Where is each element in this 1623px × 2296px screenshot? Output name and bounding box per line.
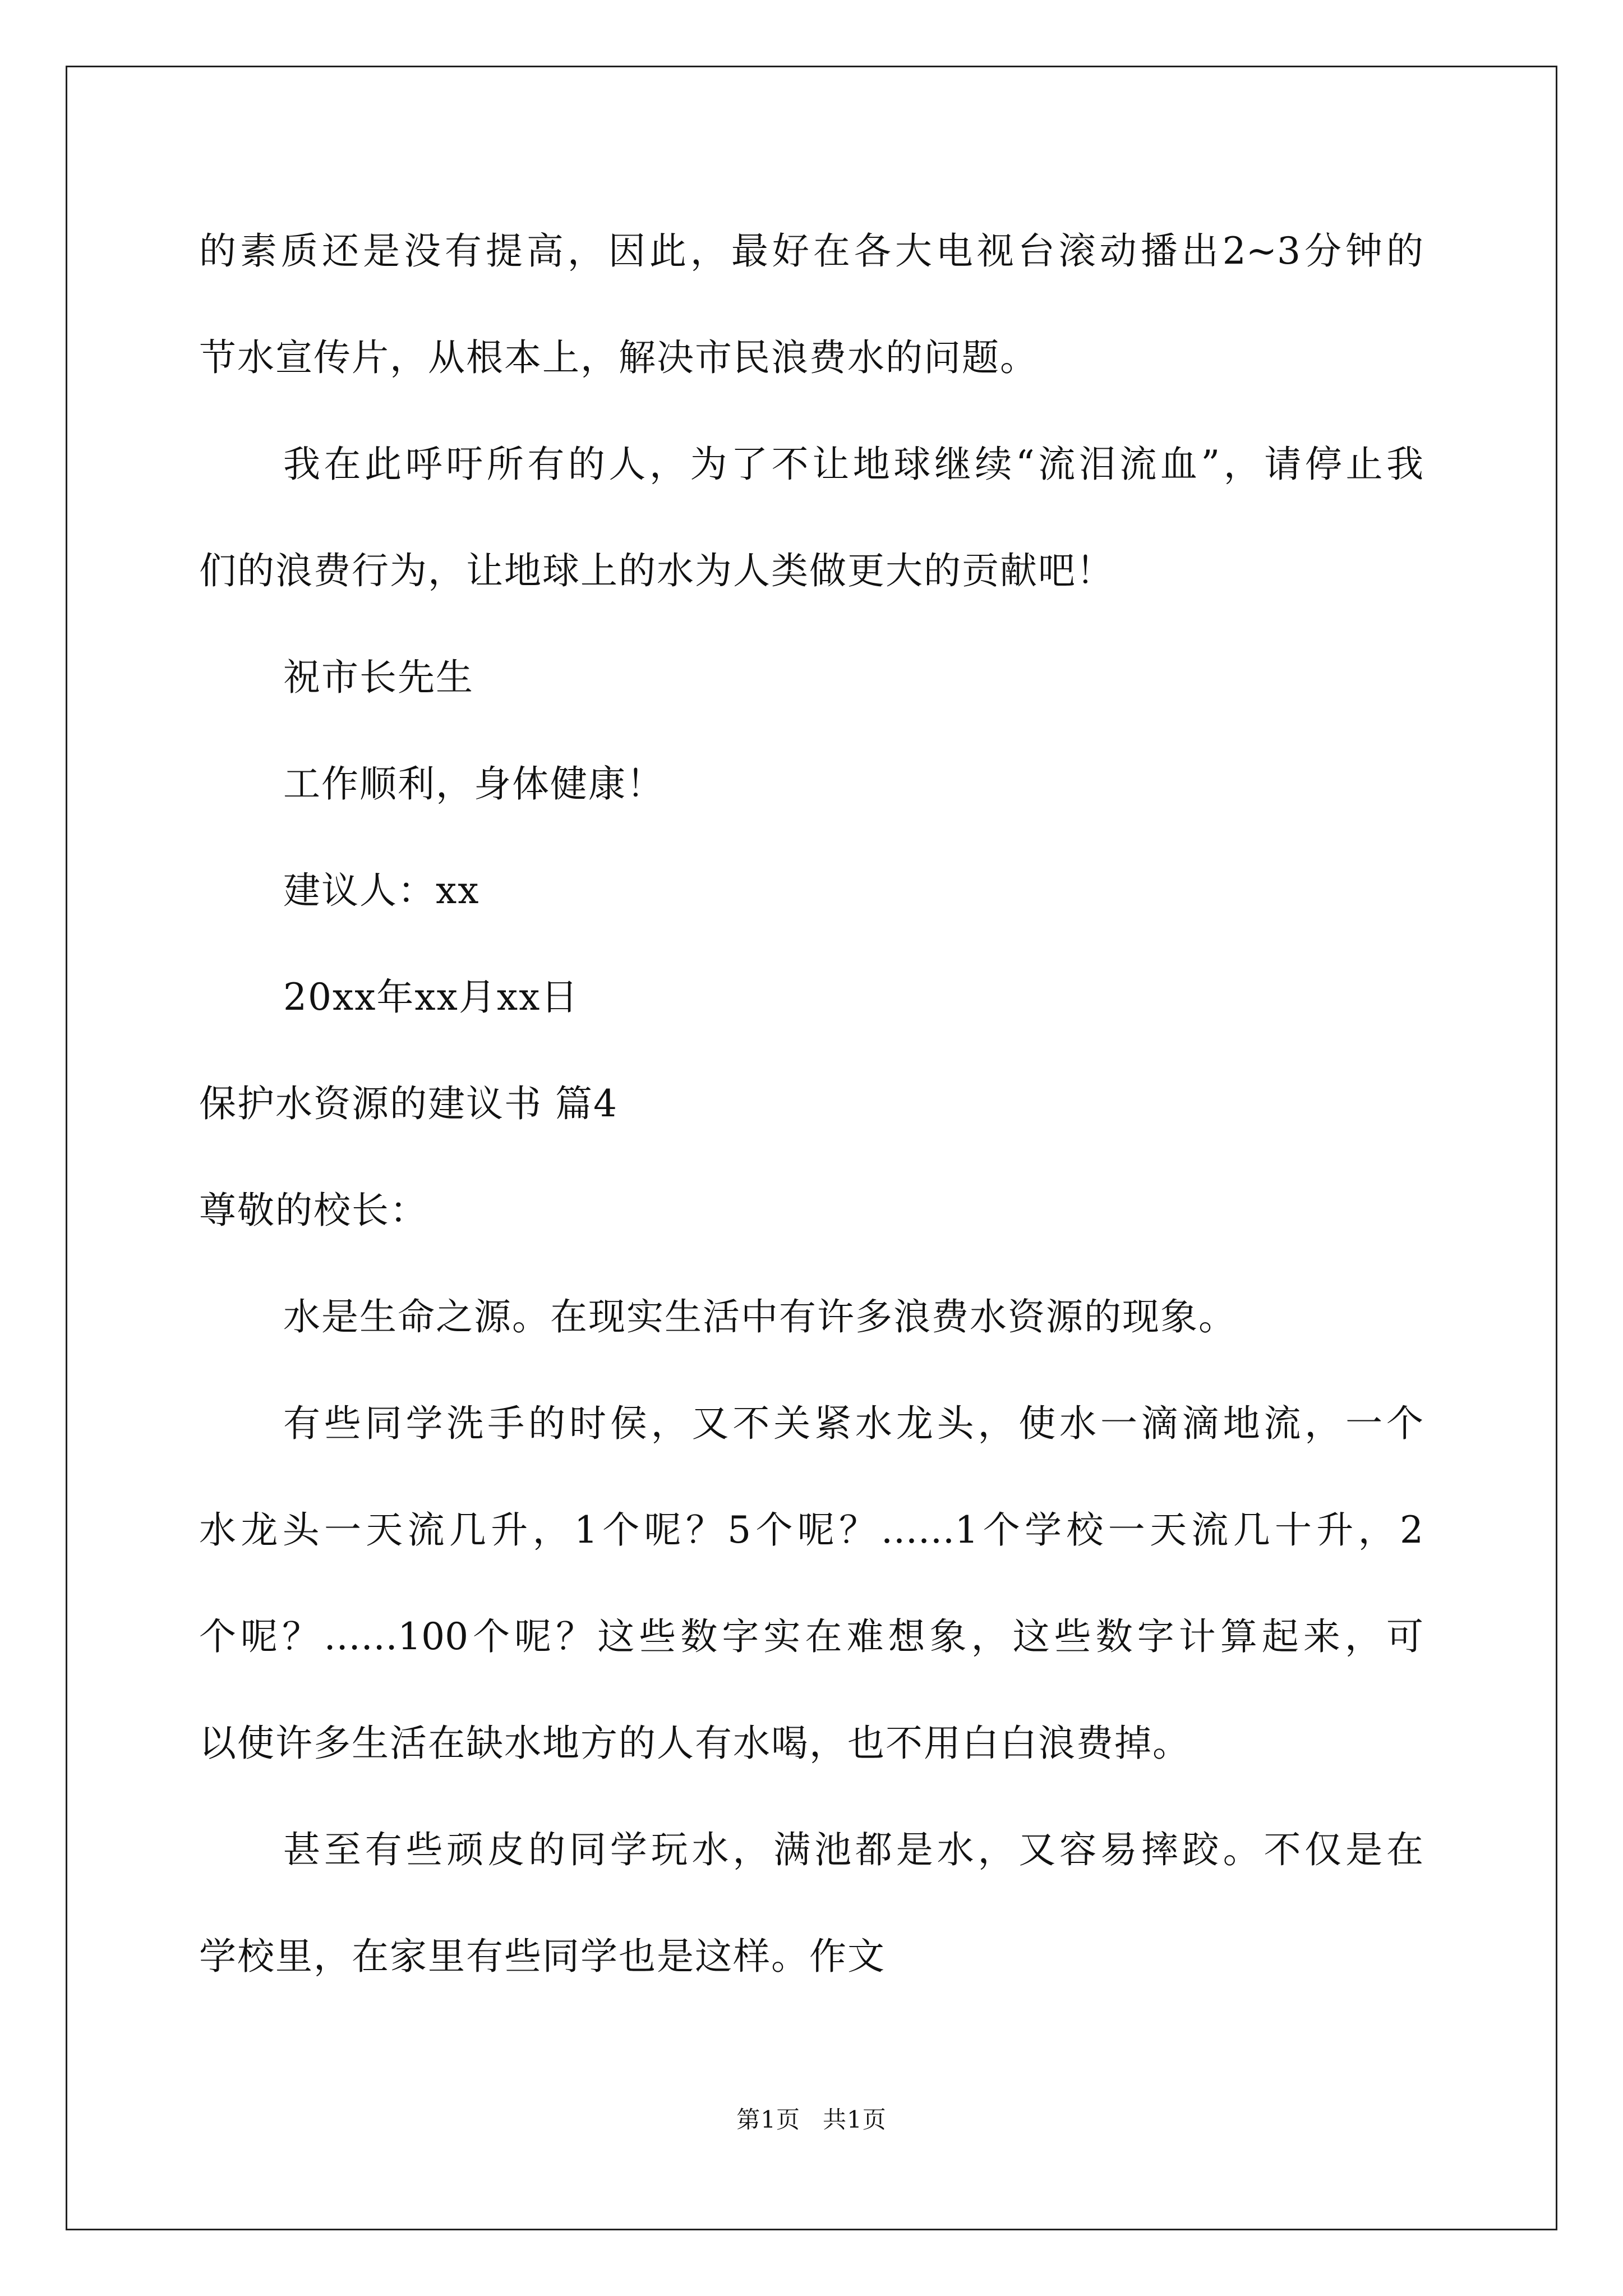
text-line-2: 节水宣传片，从根本上，解决市民浪费水的问题。	[199, 336, 1038, 379]
text-line-4: 们的浪费行为，让地球上的水为人类做更大的贡献吧！	[199, 549, 1114, 592]
text-line-8: 20xx年xx月xx日	[283, 976, 579, 1019]
text-line-16: 甚至有些顽皮的同学玩水，满池都是水，又容易摔跤。不仅是在	[283, 1828, 1423, 1871]
text-line-12: 有些同学洗手的时侯，又不关紧水龙头，使水一滴滴地流，一个	[283, 1402, 1423, 1445]
text-line-13: 水龙头一天流几升，1个呢？5个呢？……1个学校一天流几十升，2	[199, 1508, 1423, 1552]
text-line-15: 以使许多生活在缺水地方的人有水喝，也不用白白浪费掉。	[199, 1722, 1191, 1765]
page-total: 共1页	[823, 2106, 887, 2133]
page-number: 第1页	[736, 2106, 800, 2133]
text-line-6: 工作顺利，身体健康！	[283, 762, 665, 806]
text-line-17: 学校里，在家里有些同学也是这样。作文	[199, 1935, 886, 1978]
text-line-14: 个呢？……100个呢？这些数字实在难想象，这些数字计算起来，可	[199, 1615, 1423, 1658]
section-heading: 保护水资源的建议书 篇4	[199, 1082, 618, 1125]
page-footer	[0, 2108, 1623, 2132]
text-line-11: 水是生命之源。在现实生活中有许多浪费水资源的现象。	[283, 1295, 1237, 1338]
text-line-7: 建议人：xx	[283, 869, 480, 912]
text-line-3: 我在此呼吁所有的人，为了不让地球继续“流泪流血”，请停止我	[283, 443, 1423, 486]
text-line-1: 的素质还是没有提高，因此，最好在各大电视台滚动播出2~3分钟的	[199, 229, 1423, 273]
salutation: 尊敬的校长：	[199, 1189, 428, 1232]
page-border	[66, 66, 1557, 2230]
text-line-5: 祝市长先生	[283, 656, 474, 699]
